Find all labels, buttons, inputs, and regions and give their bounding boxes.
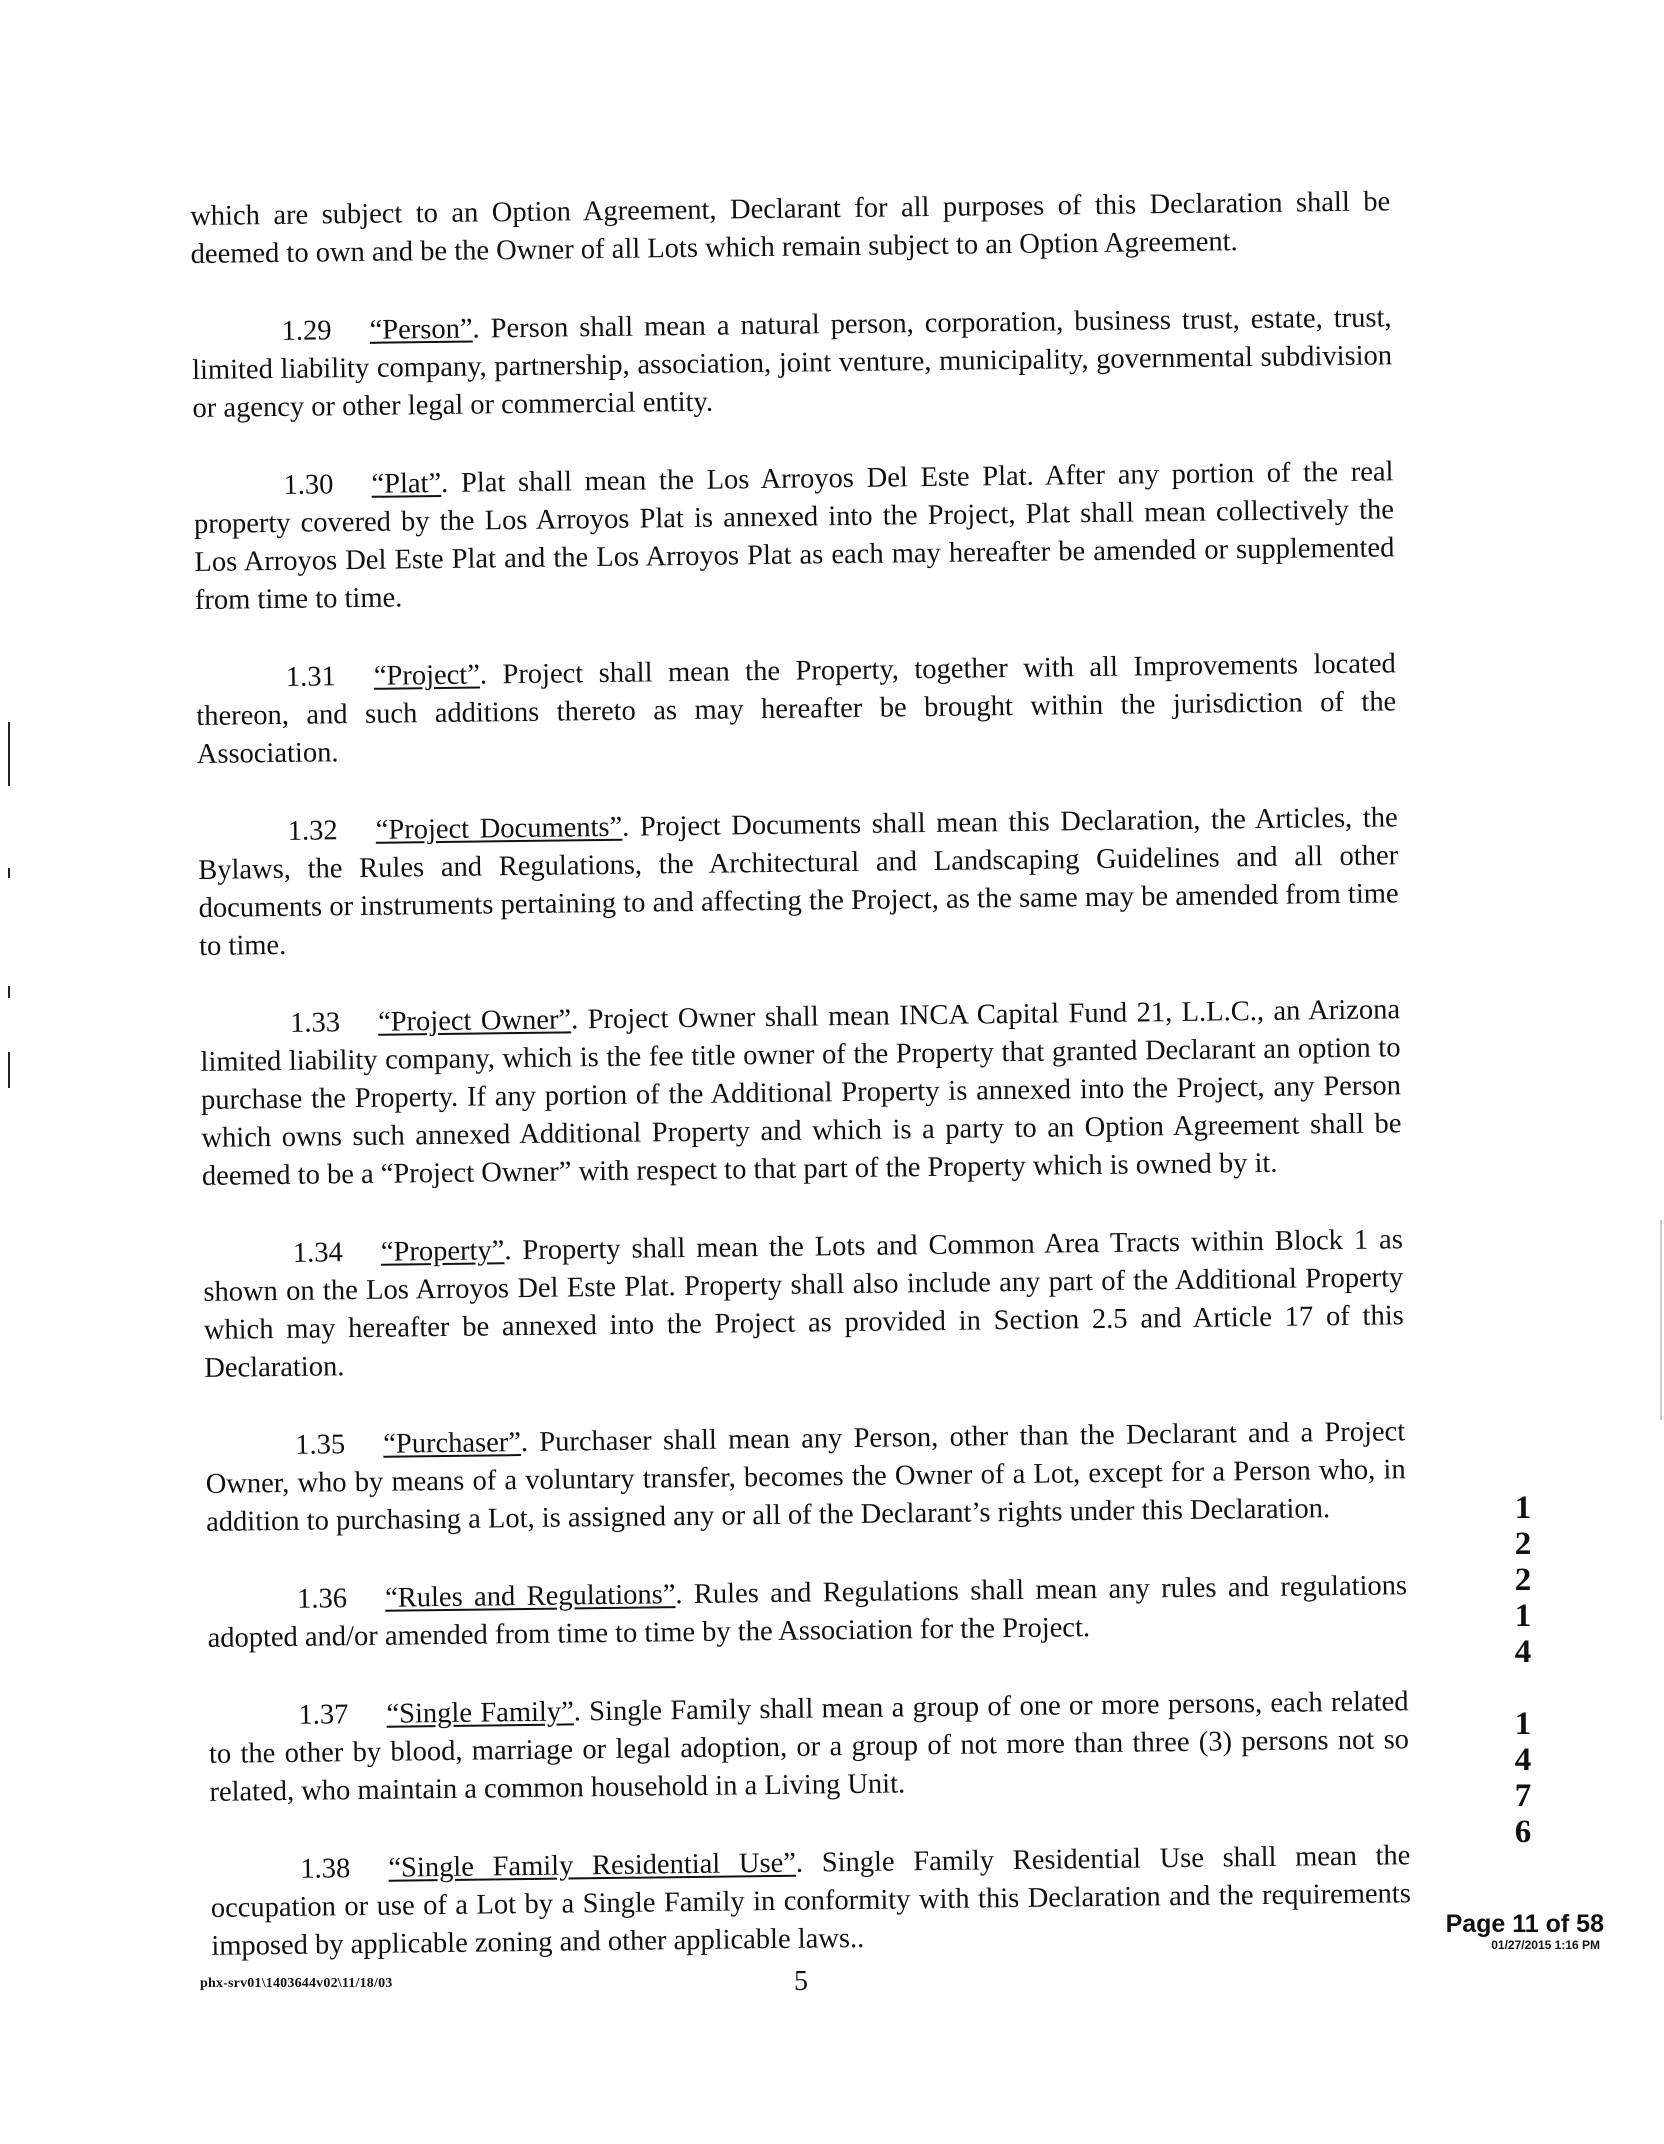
section-number: 1.36 bbox=[296, 1583, 348, 1615]
definition-text: . Rules and Regulations shall mean any rules and regulations adopted and/or amended from time to time by the Association for the Project. bbox=[207, 1570, 1408, 1654]
definition-paragraph bbox=[210, 1837, 1411, 1966]
definition-text: . Project shall mean the Property, together with all Improvements located thereon, and such additions thereto as may hereafter be brought within the jurisdiction of the Association. bbox=[196, 648, 1397, 770]
definition-paragraph bbox=[193, 453, 1395, 620]
defined-term: “Single Family” bbox=[386, 1696, 574, 1730]
section-number: 1.30 bbox=[283, 469, 334, 501]
defined-term: “Person” bbox=[369, 313, 473, 346]
recording-gap bbox=[1508, 1670, 1538, 1706]
section-number: 1.29 bbox=[281, 315, 332, 347]
recording-digit: 2 bbox=[1514, 1562, 1532, 1598]
scan-margin-mark bbox=[8, 1052, 10, 1088]
definition-paragraph bbox=[203, 1221, 1405, 1388]
section-number: 1.38 bbox=[300, 1853, 351, 1885]
definition-text: . Purchaser shall mean any Person, other than the Declarant and a Project Owner, who by means of a voluntary transfer, becomes the Owner of a Lot, except for a Person who, in addition to purchasing a Lot, is assigned any or all of the Declarant’s rights under this Declaration. bbox=[205, 1416, 1406, 1538]
defined-term: “Rules and Regulations” bbox=[384, 1579, 676, 1614]
scan-margin-mark bbox=[8, 868, 10, 878]
recording-digit: 4 bbox=[1514, 1742, 1532, 1778]
stamp-datetime: 01/27/2015 1:16 PM bbox=[1491, 1938, 1600, 1952]
section-number: 1.31 bbox=[285, 661, 336, 693]
recording-digit: 1 bbox=[1514, 1490, 1532, 1526]
recording-number bbox=[1508, 1490, 1538, 1850]
defined-term: “Property” bbox=[380, 1235, 505, 1268]
defined-term: “Single Family Residential Use” bbox=[388, 1847, 797, 1884]
defined-term: “Project Owner” bbox=[377, 1004, 572, 1038]
recording-digit: 6 bbox=[1514, 1814, 1532, 1850]
section-number: 1.33 bbox=[289, 1007, 341, 1039]
definition-text: . Project Owner shall mean INCA Capital Fund 21, L.L.C., an Arizona limited liability company, which is the fee title owner of the Property that granted Declarant an option to purchase the Property. If any portion of the Additional Property is annexed into the Project, any Person which owns such annexed Additional Property and which is a party to an Option Agreement shall be deemed to be a “Project Owner” with respect to that part of the Property which is owned by it. bbox=[200, 994, 1402, 1192]
definition-text: . Single Family Residential Use shall mean the occupation or use of a Lot by a Single Family in conformity with this Declaration and the requirements imposed by applicable zoning and other applicable laws.. bbox=[210, 1840, 1411, 1962]
defined-term: “Purchaser” bbox=[383, 1427, 522, 1460]
definition-text: . Property shall mean the Lots and Common Area Tracts within Block 1 as shown on the Los Arroyos Del Este Plat. Property shall also include any part of the Additional Property which may hereafter be annexed into the Project as provided in Section 2.5 and Article 17 of this Declaration. bbox=[203, 1224, 1404, 1384]
definition-text: . Person shall mean a natural person, corporation, business trust, estate, trust, limited liability company, partnership, association, joint venture, municipality, governmental subdivision or agency or other legal or commercial entity. bbox=[191, 302, 1393, 424]
definition-paragraph bbox=[207, 1567, 1408, 1658]
document-body bbox=[190, 183, 1412, 2006]
recording-digit: 1 bbox=[1514, 1706, 1532, 1742]
page-count-label: Page 11 of 58 bbox=[1445, 1910, 1604, 1938]
recording-digit: 7 bbox=[1514, 1778, 1532, 1814]
defined-term: “Project Documents” bbox=[375, 811, 623, 846]
recording-digit: 2 bbox=[1514, 1526, 1532, 1562]
scan-margin-mark bbox=[8, 722, 10, 786]
definition-paragraph bbox=[200, 991, 1402, 1196]
section-number: 1.37 bbox=[298, 1699, 349, 1731]
footer-page-number: 5 bbox=[794, 1966, 808, 1997]
section-number: 1.32 bbox=[287, 815, 338, 847]
scan-margin-mark bbox=[8, 986, 10, 998]
definition-paragraph bbox=[208, 1683, 1409, 1812]
section-number: 1.34 bbox=[292, 1237, 343, 1269]
definition-paragraph bbox=[205, 1413, 1406, 1542]
continuation-paragraph: which are subject to an Option Agreement, Declarant for all purposes of this Declaration shall be deemed to own and be the Owner of all Lots which remain subject to an Option Agreement. bbox=[190, 186, 1391, 270]
page-stamp bbox=[1384, 1910, 1604, 1952]
definition-text: . Plat shall mean the Los Arroyos Del Este Plat. After any portion of the real property covered by the Los Arroyos Plat is annexed into the Project, Plat shall mean collectively the Los Arroyos Del Este Plat and the Los Arroyos Plat as each may hereafter be amended or supplemented from time to time. bbox=[193, 456, 1395, 616]
scan-margin-mark bbox=[1660, 1220, 1662, 1420]
definition-text: . Single Family shall mean a group of one or more persons, each related to the other by blood, marriage or legal adoption, or a group of not more than three (3) persons not so related, who maintain a common household in a Living Unit. bbox=[208, 1686, 1410, 1808]
recording-digit: 1 bbox=[1514, 1598, 1532, 1634]
recording-digit: 4 bbox=[1514, 1634, 1532, 1670]
definition-paragraph bbox=[196, 645, 1397, 774]
defined-term: “Plat” bbox=[371, 467, 442, 500]
definition-paragraph bbox=[198, 799, 1400, 966]
section-number: 1.35 bbox=[295, 1429, 346, 1461]
defined-term: “Project” bbox=[373, 659, 481, 692]
definition-paragraph bbox=[191, 299, 1392, 428]
definition-text: . Project Documents shall mean this Declaration, the Articles, the Bylaws, the Rules and Regulations, the Architectural and Landscaping Guidelines and all other documents or instruments pertaining to and affecting the Project, as the same may be amended from time to time. bbox=[198, 802, 1399, 962]
footer-document-id: phx-srv01\1403644v02\11/18/03 bbox=[200, 1976, 393, 1991]
